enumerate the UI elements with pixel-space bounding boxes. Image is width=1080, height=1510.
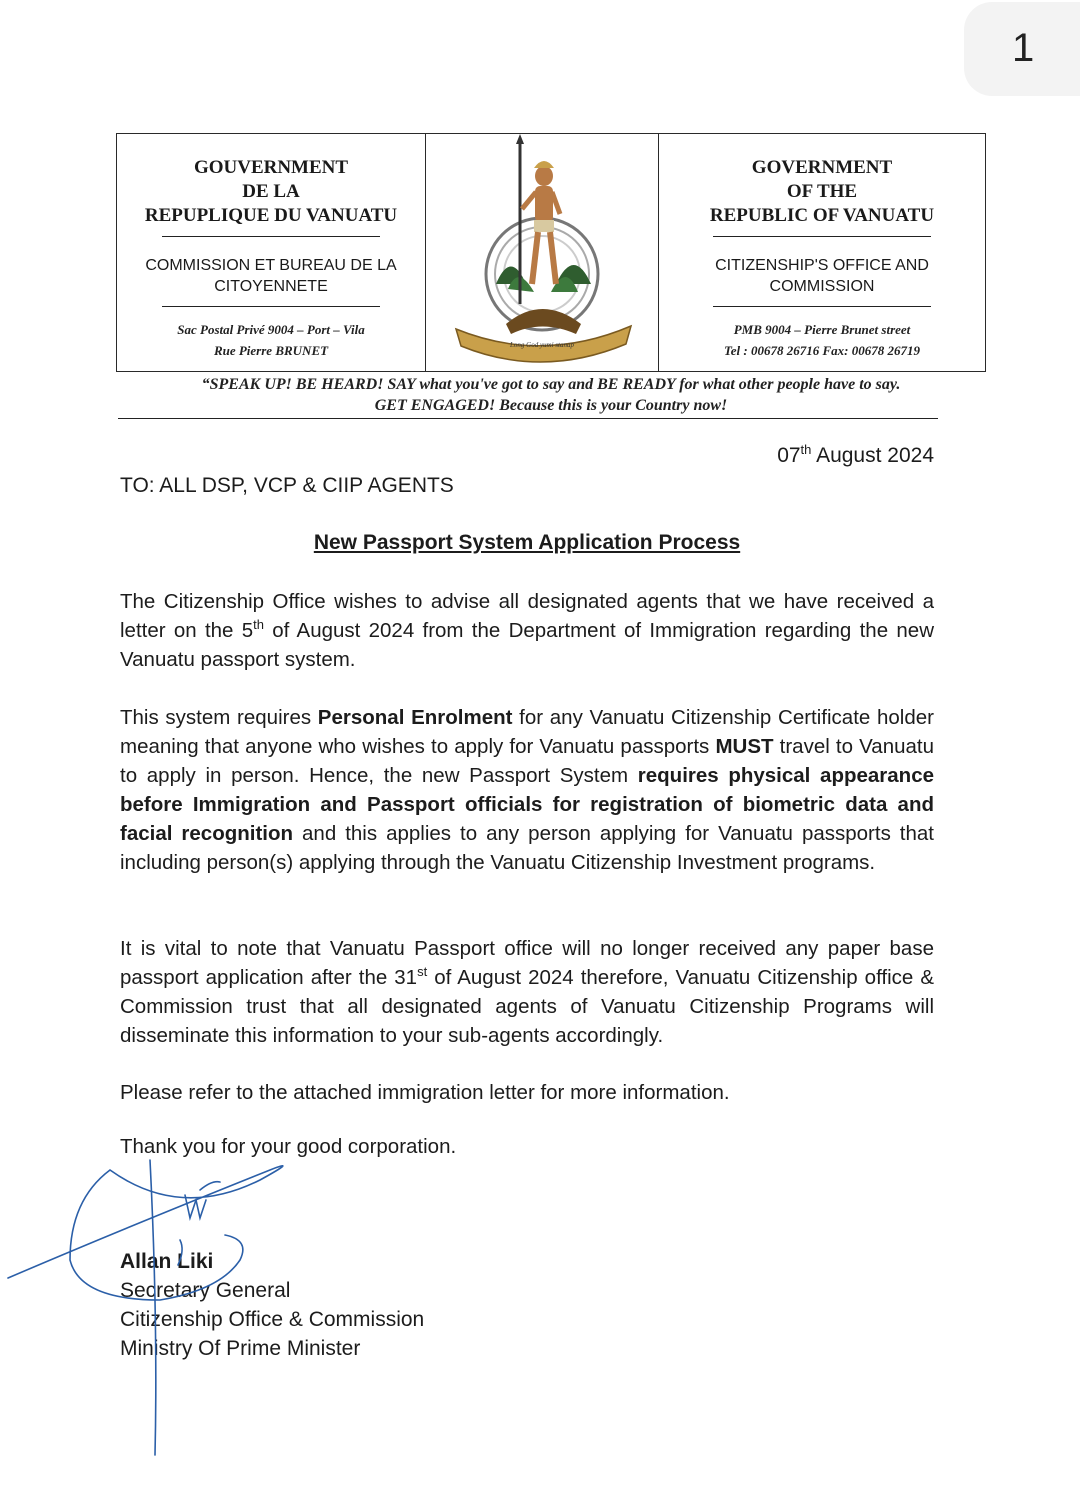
signature-block xyxy=(120,1247,424,1363)
motto-line: GET ENGAGED! Because this is your Country now! xyxy=(374,397,728,414)
english-title-line: GOVERNMENT xyxy=(751,157,893,178)
divider xyxy=(118,418,938,419)
french-office-line: COMMISSION ET BUREAU DE LA xyxy=(145,257,397,274)
page-number-badge xyxy=(964,2,1080,96)
signatory-name: Allan Liki xyxy=(120,1250,214,1273)
letterhead-french xyxy=(117,134,426,371)
english-title-line: OF THE xyxy=(786,181,858,202)
english-title-line: REPUBLIC OF VANUATU xyxy=(709,205,935,226)
body-paragraph: This system requires Personal Enrolment for any Vanuatu Citizenship Certificate holder meaning that anyone who wishes to apply for Vanuatu passports MUST travel to Vanuatu to apply in person. Hence, the new Passport System requires physical appearance before Immigration and Passport officials for registration of biometric data and facial recognition and this applies to any person applying for Vanuatu passports that including person(s) applying through the Vanuatu Citizenship Investment programs. xyxy=(120,706,934,874)
motto-line: “SPEAK UP! BE HEARD! SAY what you've got to say and BE READY for what other people have to say. xyxy=(201,376,901,393)
letterhead-emblem xyxy=(426,134,659,371)
body-paragraph: Please refer to the attached immigration letter for more information. xyxy=(120,1081,730,1104)
letterhead xyxy=(116,133,986,372)
divider xyxy=(713,306,931,307)
divider xyxy=(162,236,380,237)
closing-line: Thank you for your good corporation. xyxy=(120,1135,457,1158)
recipient-line: TO: ALL DSP, VCP & CIIP AGENTS xyxy=(120,474,454,497)
french-title-line: GOUVERNMENT xyxy=(193,157,349,178)
signatory-office: Citizenship Office & Commission xyxy=(120,1308,425,1331)
french-address-line: Rue Pierre BRUNET xyxy=(213,343,329,358)
subject-heading: New Passport System Application Process xyxy=(313,531,741,554)
english-address-line: Tel : 00678 26716 Fax: 00678 26719 xyxy=(724,343,920,358)
french-office-line: CITOYENNETE xyxy=(214,278,328,295)
signatory-ministry: Ministry Of Prime Minister xyxy=(120,1337,361,1360)
french-title-line: REPUPLIQUE DU VANUATU xyxy=(144,205,398,226)
english-office-line: COMMISSION xyxy=(769,278,875,295)
emblem-banner-text: Long God yumi stanap xyxy=(510,341,574,349)
signatory-title: Secretary General xyxy=(120,1279,291,1302)
letterhead-english xyxy=(659,134,985,371)
french-title-line: DE LA xyxy=(242,181,300,202)
divider xyxy=(713,236,931,237)
body-paragraph: The Citizenship Office wishes to advise all designated agents that we have received a letter on the 5th of August 2024 from the Department of Immigration regarding the new Vanuatu passport system. xyxy=(120,590,935,671)
page-number: 1 xyxy=(1012,26,1035,70)
body-paragraph: It is vital to note that Vanuatu Passport office will no longer received any paper base passport application after the 31st of August 2024 therefore, Vanuatu Citizenship office & Commission trust that all designated agents of Vanuatu Citizenship Programs will disseminate this information to your sub-agents accordingly. xyxy=(120,937,934,1047)
french-address-line: Sac Postal Privé 9004 – Port – Vila xyxy=(177,322,365,337)
english-address-line: PMB 9004 – Pierre Brunet street xyxy=(733,322,911,337)
english-office-line: CITIZENSHIP'S OFFICE AND xyxy=(715,257,929,274)
letter-date: 07th August 2024 xyxy=(777,442,934,467)
coat-of-arms-icon xyxy=(426,134,659,371)
motto xyxy=(116,374,986,416)
divider xyxy=(162,306,380,307)
